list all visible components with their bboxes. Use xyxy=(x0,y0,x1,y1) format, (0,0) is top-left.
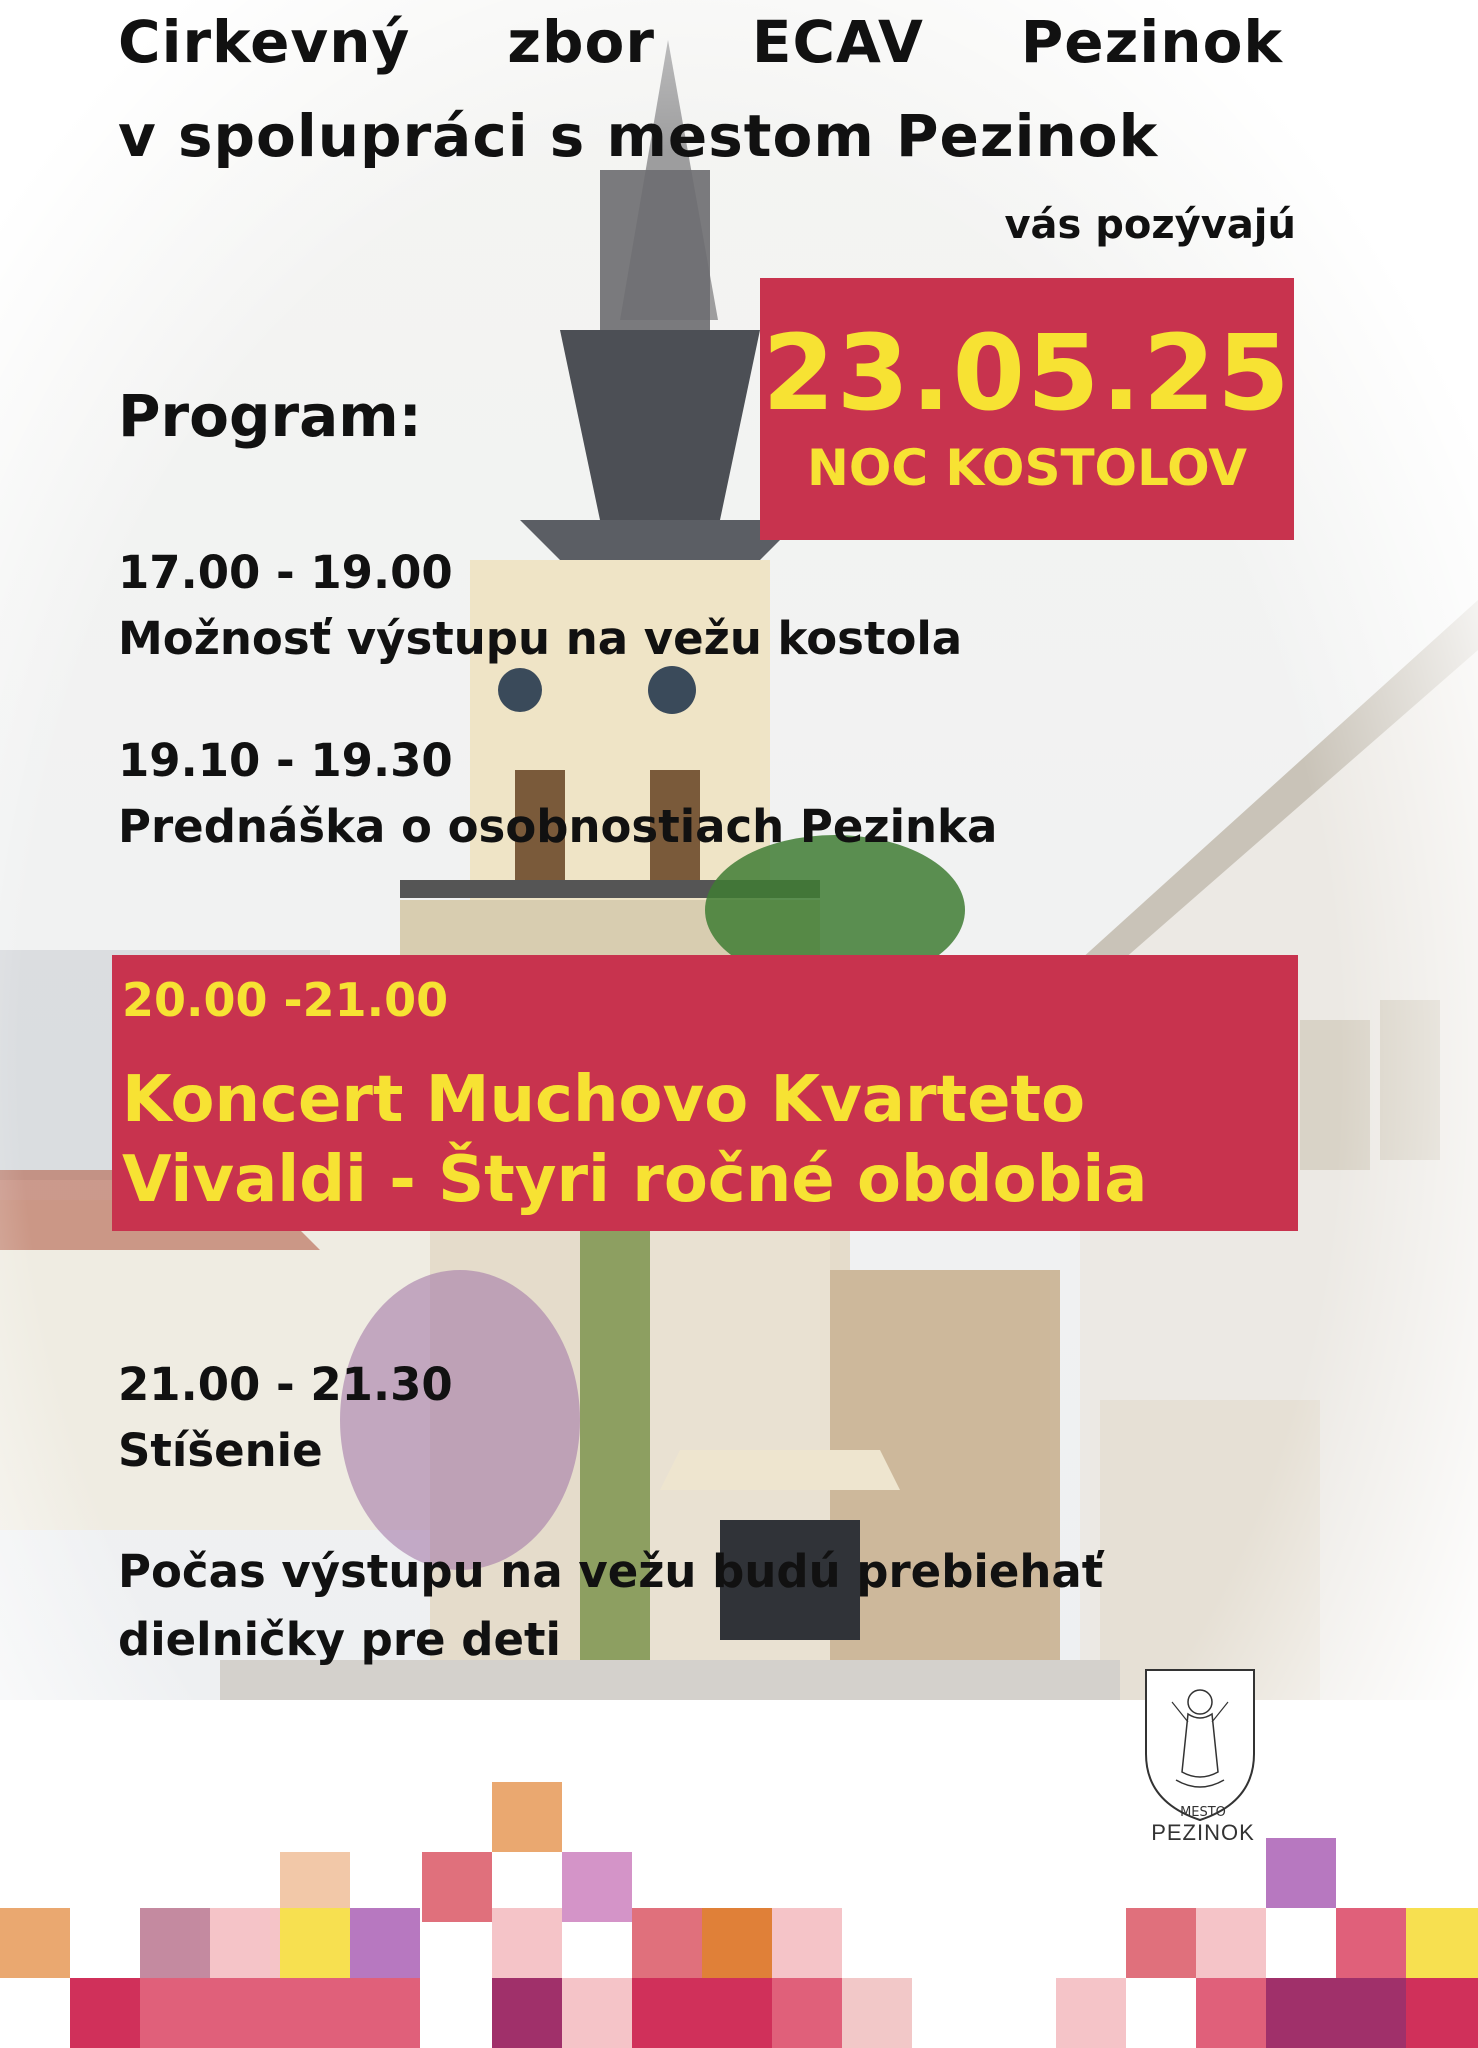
program-item-time: 17.00 - 19.00 xyxy=(118,546,453,599)
crest-small-label: MESTO xyxy=(1180,1805,1226,1820)
decorative-mosaic xyxy=(0,1760,1478,2048)
organizer-word-1: Cirkevný xyxy=(118,8,411,76)
concert-subtitle: Vivaldi - Štyri ročné obdobia xyxy=(122,1143,1148,1217)
workshop-note xyxy=(118,1538,1103,1674)
concert-highlight-box xyxy=(112,955,1298,1231)
concert-time: 20.00 -21.00 xyxy=(122,973,449,1027)
program-item xyxy=(118,1352,453,1484)
program-item-title: Možnosť výstupu na vežu kostola xyxy=(118,612,963,665)
organizer-line-2: v spolupráci s mestom Pezinok xyxy=(118,102,1159,170)
program-item xyxy=(118,728,997,860)
program-heading: Program: xyxy=(118,382,422,450)
workshop-note-line-2: dielničky pre deti xyxy=(118,1613,561,1666)
event-date-box xyxy=(760,278,1294,540)
event-date: 23.05.25 xyxy=(762,312,1292,434)
program-item xyxy=(118,540,962,672)
invite-text: vás pozývajú xyxy=(1004,202,1296,248)
organizer-word-2: zbor xyxy=(507,8,655,76)
organizer-word-4: Pezinok xyxy=(1020,8,1283,76)
program-item-title: Prednáška o osobnostiach Pezinka xyxy=(118,800,998,853)
crest-big-label: PEZINOK xyxy=(1151,1820,1255,1845)
organizer-word-3: ECAV xyxy=(751,8,924,76)
program-item-time: 19.10 - 19.30 xyxy=(118,734,453,787)
organizer-line-1 xyxy=(118,8,1283,76)
program-item-time: 21.00 - 21.30 xyxy=(118,1358,453,1411)
program-item-title: Stíšenie xyxy=(118,1424,323,1477)
concert-title: Koncert Muchovo Kvarteto xyxy=(122,1063,1086,1137)
event-name: NOC KOSTOLOV xyxy=(806,439,1247,497)
workshop-note-line-1: Počas výstupu na vežu budú prebiehať xyxy=(118,1545,1104,1598)
